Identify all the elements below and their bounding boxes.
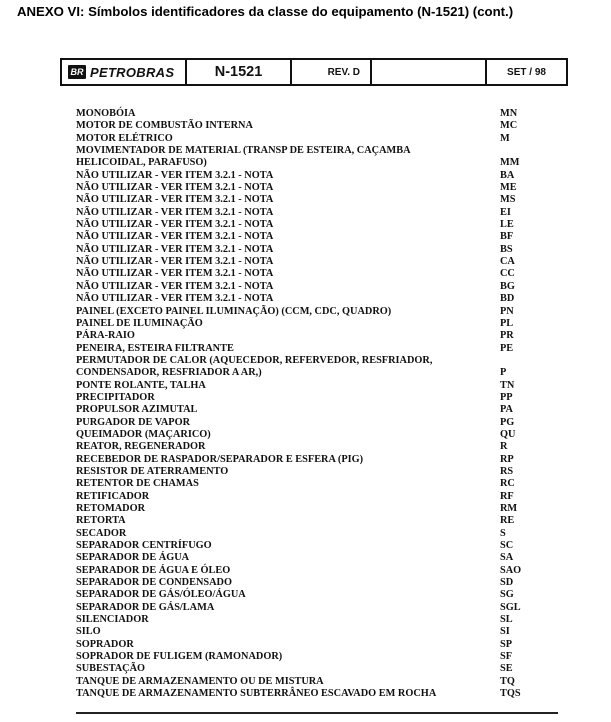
equipment-code: S xyxy=(500,527,506,539)
equipment-description: NÃO UTILIZAR - VER ITEM 3.2.1 - NOTA xyxy=(76,243,274,255)
equipment-code: SA xyxy=(500,552,514,564)
equipment-description: SEPARADOR DE ÁGUA xyxy=(76,552,190,564)
table-row xyxy=(76,293,528,305)
table-row xyxy=(76,639,528,651)
annex-title: ANEXO VI: Símbolos identificadores da classe do equipamento (N-1521) (cont.) xyxy=(17,4,514,19)
equipment-code: PL xyxy=(500,317,514,329)
equipment-code: RC xyxy=(500,478,515,490)
equipment-code: SC xyxy=(500,540,514,552)
equipment-code: BS xyxy=(500,243,513,255)
equipment-code: TQ xyxy=(500,675,515,687)
table-row xyxy=(76,318,528,330)
equipment-code: BA xyxy=(500,169,515,181)
equipment-code: RE xyxy=(500,515,515,527)
table-row xyxy=(76,491,528,503)
equipment-code: BG xyxy=(500,280,515,292)
table-row xyxy=(76,145,528,170)
table-row xyxy=(76,330,528,342)
equipment-code: SI xyxy=(500,626,510,638)
equipment-code: ME xyxy=(500,182,517,194)
equipment-code: SD xyxy=(500,577,514,589)
equipment-description: SILO xyxy=(76,626,101,638)
equipment-code: SAO xyxy=(500,564,522,576)
equipment-code: SP xyxy=(500,638,513,650)
equipment-code: PE xyxy=(500,342,514,354)
table-row xyxy=(76,281,528,293)
table-row xyxy=(76,207,528,219)
equipment-description: MOTOR DE COMBUSTÃO INTERNA xyxy=(76,120,253,132)
equipment-description: RETORTA xyxy=(76,515,126,527)
table-row xyxy=(76,404,528,416)
equipment-description: NÃO UTILIZAR - VER ITEM 3.2.1 - NOTA xyxy=(76,182,274,194)
equipment-description: SEPARADOR DE GÁS/ÓLEO/ÁGUA xyxy=(76,589,246,601)
equipment-code: LE xyxy=(500,219,514,231)
table-row xyxy=(76,343,528,355)
revision-label: REV. D xyxy=(292,60,372,84)
equipment-code: SE xyxy=(500,663,513,675)
document-number: N-1521 xyxy=(187,60,292,84)
equipment-code: SG xyxy=(500,589,514,601)
brand-name: PETROBRAS xyxy=(90,64,175,80)
table-row xyxy=(76,552,528,564)
table-row xyxy=(76,540,528,552)
equipment-code: MC xyxy=(500,120,518,132)
table-row xyxy=(76,589,528,601)
equipment-description: PERMUTADOR DE CALOR (AQUECEDOR, REFERVEDOR, RESFRIADOR, CONDENSADOR, RESFRIADOR A AR,) xyxy=(76,354,433,379)
equipment-description: PENEIRA, ESTEIRA FILTRANTE xyxy=(76,342,234,354)
table-row xyxy=(76,108,528,120)
equipment-description: NÃO UTILIZAR - VER ITEM 3.2.1 - NOTA xyxy=(76,293,274,305)
table-row xyxy=(76,577,528,589)
equipment-code: MN xyxy=(500,108,518,119)
table-row xyxy=(76,355,528,380)
table-row xyxy=(76,614,528,626)
equipment-description: NÃO UTILIZAR - VER ITEM 3.2.1 - NOTA xyxy=(76,169,274,181)
table-row xyxy=(76,392,528,404)
equipment-description: PURGADOR DE VAPOR xyxy=(76,416,191,428)
equipment-code: CC xyxy=(500,268,515,280)
equipment-description: PONTE ROLANTE, TALHA xyxy=(76,379,206,391)
table-row xyxy=(76,231,528,243)
equipment-code: MM xyxy=(500,157,520,169)
equipment-description: TANQUE DE ARMAZENAMENTO SUBTERRÂNEO ESCAVADO EM ROCHA xyxy=(76,688,437,700)
equipment-description: RETIFICADOR xyxy=(76,490,150,502)
table-row xyxy=(76,429,528,441)
table-row xyxy=(76,528,528,540)
symbol-table xyxy=(76,108,528,701)
equipment-description: TANQUE DE ARMAZENAMENTO OU DE MISTURA xyxy=(76,675,324,687)
equipment-code: SF xyxy=(500,651,513,663)
equipment-code: BD xyxy=(500,293,515,305)
bottom-divider xyxy=(76,712,558,714)
table-row xyxy=(76,380,528,392)
table-row xyxy=(76,120,528,132)
equipment-code: PR xyxy=(500,330,514,342)
equipment-code: MS xyxy=(500,194,516,206)
equipment-code: RF xyxy=(500,490,514,502)
equipment-description: NÃO UTILIZAR - VER ITEM 3.2.1 - NOTA xyxy=(76,219,274,231)
table-row xyxy=(76,565,528,577)
equipment-description: NÃO UTILIZAR - VER ITEM 3.2.1 - NOTA xyxy=(76,231,274,243)
equipment-description: SEPARADOR DE GÁS/LAMA xyxy=(76,601,215,613)
table-row xyxy=(76,454,528,466)
document-date: SET / 98 xyxy=(507,66,546,78)
equipment-code: PN xyxy=(500,305,514,317)
equipment-description: NÃO UTILIZAR - VER ITEM 3.2.1 - NOTA xyxy=(76,256,274,268)
table-row xyxy=(76,256,528,268)
table-row xyxy=(76,626,528,638)
equipment-code: RM xyxy=(500,503,518,514)
equipment-description: SOPRADOR xyxy=(76,638,134,650)
table-row xyxy=(76,306,528,318)
equipment-description: SEPARADOR DE CONDENSADO xyxy=(76,577,232,589)
equipment-description: MOVIMENTADOR DE MATERIAL (TRANSP DE ESTEIRA, CAÇAMBA HELICOIDAL, PARAFUSO) xyxy=(76,145,411,169)
equipment-description: MOTOR ELÉTRICO xyxy=(76,132,173,144)
table-row xyxy=(76,133,528,145)
equipment-code: PP xyxy=(500,391,513,403)
table-row xyxy=(76,441,528,453)
equipment-description: RESISTOR DE ATERRAMENTO xyxy=(76,465,229,477)
table-row xyxy=(76,602,528,614)
equipment-description: REATOR, REGENERADOR xyxy=(76,441,206,453)
equipment-code: SL xyxy=(500,614,513,626)
equipment-description: SECADOR xyxy=(76,527,127,539)
equipment-code: P xyxy=(500,367,507,379)
table-row xyxy=(76,170,528,182)
equipment-description: SUBESTAÇÃO xyxy=(76,663,146,675)
equipment-description: PAINEL (EXCETO PAINEL ILUMINAÇÃO) (CCM, CDC, QUADRO) xyxy=(76,305,392,317)
equipment-description: RETENTOR DE CHAMAS xyxy=(76,478,199,490)
equipment-description: PRECIPITADOR xyxy=(76,391,155,403)
equipment-code: QU xyxy=(500,428,516,440)
table-row xyxy=(76,515,528,527)
equipment-code: R xyxy=(500,441,508,453)
table-row xyxy=(76,503,528,515)
table-row xyxy=(76,663,528,675)
equipment-code: BF xyxy=(500,231,514,243)
table-row xyxy=(76,268,528,280)
table-row xyxy=(76,478,528,490)
equipment-description: SOPRADOR DE FULIGEM (RAMONADOR) xyxy=(76,651,283,663)
equipment-description: PAINEL DE ILUMINAÇÃO xyxy=(76,317,203,329)
equipment-description: SEPARADOR DE ÁGUA E ÓLEO xyxy=(76,564,231,576)
equipment-description: SEPARADOR CENTRÍFUGO xyxy=(76,540,212,552)
equipment-description: NÃO UTILIZAR - VER ITEM 3.2.1 - NOTA xyxy=(76,194,274,206)
table-row xyxy=(76,688,528,700)
equipment-code: RP xyxy=(500,453,514,465)
br-logo-badge: BR xyxy=(68,65,86,79)
petrobras-logo xyxy=(62,60,187,84)
equipment-description: PÁRA-RAIO xyxy=(76,330,135,342)
equipment-code: CA xyxy=(500,256,515,268)
equipment-code: EI xyxy=(500,206,511,218)
equipment-code: PA xyxy=(500,404,513,416)
table-row xyxy=(76,194,528,206)
equipment-code: TN xyxy=(500,379,515,391)
table-row xyxy=(76,244,528,256)
equipment-code: SGL xyxy=(500,601,521,613)
document-header xyxy=(60,58,568,86)
equipment-description: PROPULSOR AZIMUTAL xyxy=(76,404,198,416)
equipment-description: NÃO UTILIZAR - VER ITEM 3.2.1 - NOTA xyxy=(76,206,274,218)
equipment-description: QUEIMADOR (MAÇARICO) xyxy=(76,428,211,440)
equipment-description: NÃO UTILIZAR - VER ITEM 3.2.1 - NOTA xyxy=(76,280,274,292)
equipment-description: NÃO UTILIZAR - VER ITEM 3.2.1 - NOTA xyxy=(76,268,274,280)
equipment-description: MONOBÓIA xyxy=(76,108,136,119)
equipment-description: RETOMADOR xyxy=(76,503,146,514)
table-row xyxy=(76,466,528,478)
equipment-code: TQS xyxy=(500,688,521,700)
table-row xyxy=(76,676,528,688)
equipment-code: RS xyxy=(500,465,514,477)
table-row xyxy=(76,417,528,429)
header-blank-cell xyxy=(372,60,487,84)
equipment-code: PG xyxy=(500,416,515,428)
equipment-description: RECEBEDOR DE RASPADOR/SEPARADOR E ESFERA (PIG) xyxy=(76,453,364,465)
table-row xyxy=(76,651,528,663)
table-row xyxy=(76,182,528,194)
scanned-page xyxy=(52,42,592,722)
equipment-code: M xyxy=(500,132,510,144)
equipment-description: SILENCIADOR xyxy=(76,614,149,626)
table-row xyxy=(76,219,528,231)
